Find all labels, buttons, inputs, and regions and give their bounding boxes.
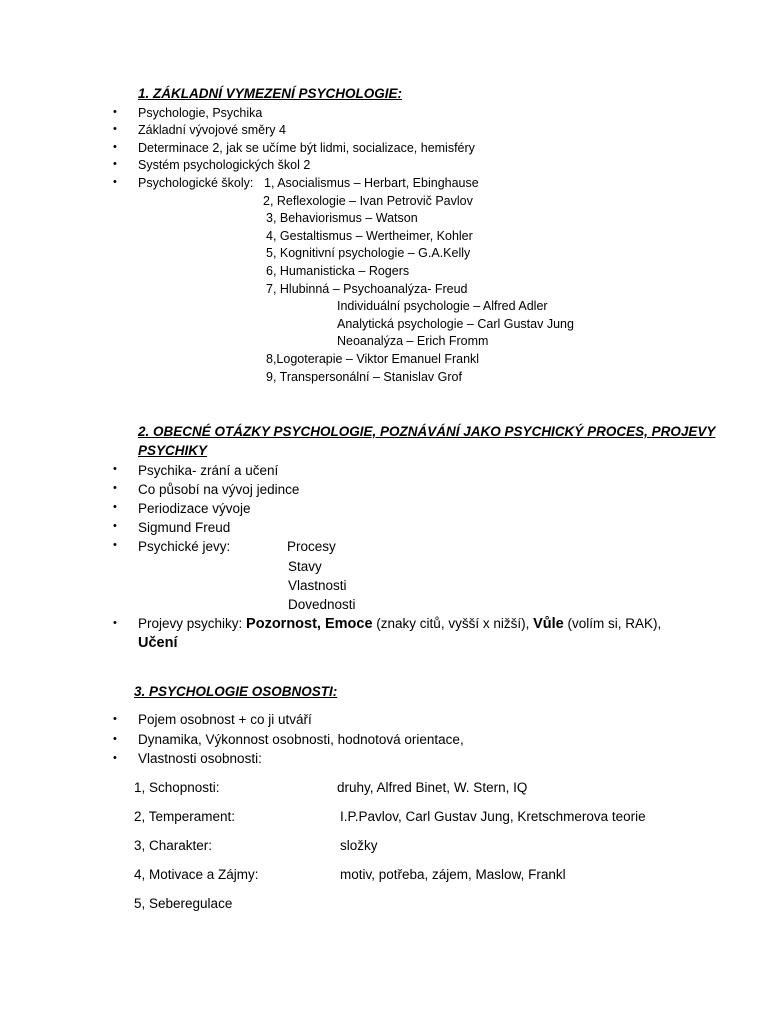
jevy-item: Dovednosti [288, 597, 356, 612]
projevy-line2 [138, 635, 178, 651]
bullet-icon: • [113, 176, 117, 188]
section2-item: Periodizace vývoje [138, 501, 251, 516]
school-item: 4, Gestaltismus – Wertheimer, Kohler [266, 229, 473, 243]
property-value: druhy, Alfred Binet, W. Stern, IQ [337, 780, 528, 795]
projevy-prefix: Projevy psychiky: [138, 616, 247, 631]
school-item: 9, Transpersonální – Stanislav Grof [266, 370, 462, 384]
school-item: 6, Humanisticka – Rogers [266, 264, 410, 278]
property-label: 4, Motivace a Zájmy: [134, 867, 259, 882]
property-label: 5, Seberegulace [134, 896, 233, 911]
projevy-bold-pozornost: Pozornost, Emoce [246, 616, 373, 632]
bullet-icon: • [113, 539, 117, 551]
bullet-icon: • [113, 520, 117, 532]
section1-heading: 1. ZÁKLADNÍ VYMEZENÍ PSYCHOLOGIE: [138, 86, 403, 101]
section2-item: Psychické jevy: [138, 539, 231, 554]
school-item: 3, Behaviorismus – Watson [266, 211, 418, 225]
school-item: 1, Asocialismus – Herbart, Ebinghause [264, 176, 479, 190]
school-item: 8,Logoterapie – Viktor Emanuel Frankl [266, 352, 480, 366]
section3-heading: 3. PSYCHOLOGIE OSOBNOSTI: [134, 684, 338, 699]
section1-item: Psychologické školy: [138, 176, 254, 190]
bullet-icon: • [113, 106, 117, 118]
subschool-item: Analytická psychologie – Carl Gustav Jung [337, 317, 574, 331]
school-item: 2, Reflexologie – Ivan Petrovič Pavlov [263, 194, 473, 208]
section3-item: Dynamika, Výkonnost osobnosti, hodnotová orientace, [138, 732, 464, 747]
section2-item: Co působí na vývoj jedince [138, 482, 300, 497]
section1-item: Psychologie, Psychika [138, 106, 263, 120]
section3-item: Pojem osobnost + co ji utváří [138, 712, 312, 727]
projevy-bold-uceni: Učení [138, 635, 178, 651]
section2-heading-line2: PSYCHIKY [138, 443, 208, 458]
bullet-icon: • [113, 713, 117, 725]
property-label: 3, Charakter: [134, 838, 213, 853]
section2-item: Sigmund Freud [138, 520, 231, 535]
bullet-icon: • [113, 752, 117, 764]
section2-heading-line1: 2. OBECNÉ OTÁZKY PSYCHOLOGIE, POZNÁVÁNÍ JAKO PSYCHICKÝ PROCES, PROJEVY [138, 424, 716, 439]
bullet-icon: • [113, 482, 117, 494]
property-value: I.P.Pavlov, Carl Gustav Jung, Kretschmerova teorie [340, 809, 646, 824]
projevy-text: (znaky citů, vyšší x nižší), [372, 616, 534, 631]
school-item: 5, Kognitivní psychologie – G.A.Kelly [266, 246, 471, 260]
school-item: 7, Hlubinná – Psychoanalýza- Freud [266, 282, 468, 296]
property-label: 1, Schopnosti: [134, 780, 220, 795]
bullet-icon: • [113, 123, 117, 135]
bullet-icon: • [113, 733, 117, 745]
subschool-item: Neoanalýza – Erich Fromm [337, 334, 489, 348]
section1-item: Determinace 2, jak se učíme být lidmi, socializace, hemisféry [138, 141, 475, 155]
bullet-icon: • [113, 158, 117, 170]
jevy-item: Stavy [288, 559, 322, 574]
jevy-item: Vlastnosti [288, 578, 347, 593]
projevy-bold-vule: Vůle [533, 616, 564, 632]
section3-item: Vlastnosti osobnosti: [138, 751, 262, 766]
bullet-icon: • [113, 617, 117, 629]
section1-item: Systém psychologických škol 2 [138, 158, 311, 172]
projevy-line [138, 616, 661, 632]
property-value: motiv, potřeba, zájem, Maslow, Frankl [340, 867, 566, 882]
section2-item: Psychika- zrání a učení [138, 463, 279, 478]
bullet-icon: • [113, 501, 117, 513]
jevy-item: Procesy [287, 539, 336, 554]
property-value: složky [340, 838, 378, 853]
section1-item: Základní vývojové směry 4 [138, 123, 286, 137]
projevy-text: (volím si, RAK), [563, 616, 662, 631]
bullet-icon: • [113, 463, 117, 475]
subschool-item: Individuální psychologie – Alfred Adler [337, 299, 548, 313]
property-label: 2, Temperament: [134, 809, 236, 824]
bullet-icon: • [113, 141, 117, 153]
